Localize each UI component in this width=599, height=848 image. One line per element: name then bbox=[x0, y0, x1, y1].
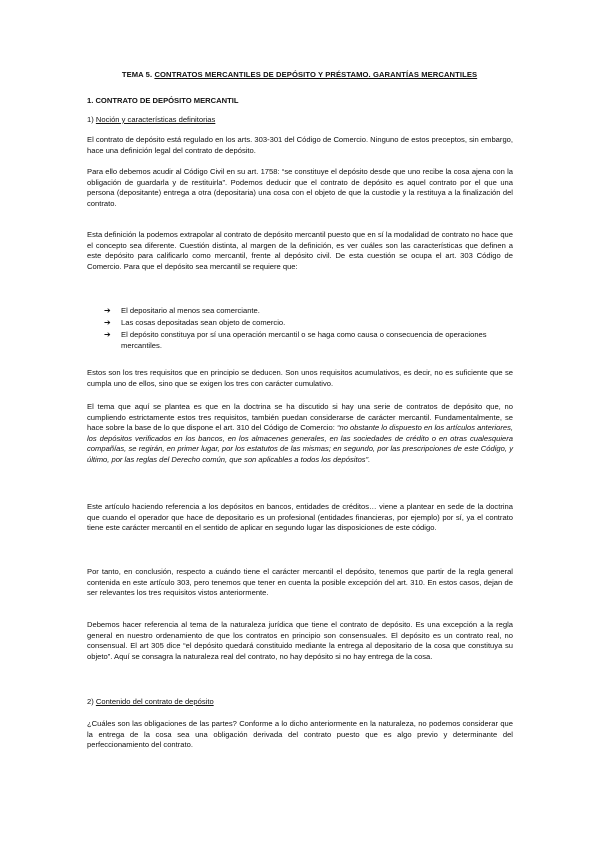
title-prefix: TEMA 5. bbox=[121, 70, 155, 79]
subsection-label: Contenido del contrato de depósito bbox=[95, 697, 214, 706]
legal-quote: “no obstante lo dispuesto en los artículos anteriores, los depósitos verificados en los bancos, en los almacenes generales, en las sociedades de crédito o en otras cualesquiera compañías, se regirán, en primer lugar, por los estatutos de las mismas; en segundo, por las prescripciones de este Código, y último, por las reglas del Derecho común, que son aplicables a todos los depósitos”. bbox=[87, 423, 513, 464]
list-item: ➔ El depositario al menos sea comerciante. bbox=[104, 306, 260, 315]
list-item: ➔ El depósito constituya por sí una operación mercantil o se haga como causa o consecuencia de operaciones mercantiles. bbox=[104, 330, 487, 350]
paragraph: Por tanto, en conclusión, respecto a cuándo tiene el carácter mercantil el depósito, tenemos que partir de la regla general contenida en este artículo 303, pero tenemos que tener en cuenta la posible excepción del art. 310. En estos casos, dejan de ser relevantes los tres requisitos vistos anteriormente. bbox=[87, 567, 513, 598]
subsection-number: 1) bbox=[87, 115, 96, 124]
document-title bbox=[0, 70, 599, 81]
subsection-label: Noción y características definitorias bbox=[95, 115, 216, 124]
subsection-heading-1 bbox=[87, 115, 215, 126]
title-main: CONTRATOS MERCANTILES DE DEPÓSITO Y PRÉSTAMO. GARANTÍAS MERCANTILES bbox=[154, 70, 478, 79]
paragraph bbox=[87, 402, 513, 466]
paragraph: Esta definición la podemos extrapolar al contrato de depósito mercantil puesto que en sí la modalidad de contrato no hace que el concepto sea diferente. Cuestión distinta, al margen de la definición, es ver cuáles son las características que definen a este depósito para calificarlo como mercantil, frente al depósito civil. De esta cuestión se ocupa el art. 303 Código de Comercio. Para que el depósito sea mercantil se requiere que: bbox=[87, 230, 513, 271]
list-item: ➔ Las cosas depositadas sean objeto de comercio. bbox=[104, 318, 286, 328]
paragraph: Este artículo haciendo referencia a los depósitos en bancos, entidades de créditos… viene a plantear en sede de la doctrina que cuando el operador que hace de depositario es un profesional (entidades financieras, por ejemplo) por sí, ya el contrato tiene este carácter mercantil en el sentido de aplicar en segundo lugar las disposiciones de este código. bbox=[87, 502, 513, 533]
arrow-icon: ➔ bbox=[104, 318, 111, 328]
paragraph: ¿Cuáles son las obligaciones de las partes? Conforme a lo dicho anteriormente en la naturaleza, no podemos considerar que la entrega de la cosa sea una obligación derivada del contrato puesto que es algo previo y determinante del perfeccionamiento del contrato. bbox=[87, 719, 513, 750]
section-heading-1: 1. CONTRATO DE DEPÓSITO MERCANTIL bbox=[87, 96, 239, 105]
subsection-heading-2 bbox=[87, 697, 214, 708]
subsection-number: 2) bbox=[87, 697, 96, 706]
arrow-icon: ➔ bbox=[104, 306, 111, 315]
paragraph: Para ello debemos acudir al Código Civil en su art. 1758: “se constituye el depósito desde que uno recibe la cosa ajena con la obligación de guardarla y de restituirla”. Podemos deducir que el contrato de depósito es aquel contrato por el que una persona (depositante) entrega a otra (depositaria) una cosa con el objeto de que la custodie y la restituya a la finalización del contrato. bbox=[87, 167, 513, 208]
arrow-icon: ➔ bbox=[104, 330, 111, 340]
requirements-list bbox=[104, 306, 514, 353]
paragraph: El contrato de depósito está regulado en los arts. 303-301 del Código de Comercio. Ninguno de estos preceptos, sin embargo, hace una definición legal del contrato de depósito. bbox=[87, 135, 513, 155]
paragraph: Debemos hacer referencia al tema de la naturaleza jurídica que tiene el contrato de depósito. Es una excepción a la regla general en nuestro ordenamiento de que los contratos en principio son consensuales. El depósito es un contrato real, no consensual. El art 305 dice “el depósito quedará constituido mediante la entrega al depositario de la cosa que constituya su objeto”. Aquí se consagra la naturaleza real del contrato, no hay depósito si no hay entrega de la cosa. bbox=[87, 620, 513, 661]
paragraph: Estos son los tres requisitos que en principio se deducen. Son unos requisitos acumulativos, es decir, no es suficiente que se cumpla uno de ellos, sino que se exigen los tres con carácter cumulativo. bbox=[87, 368, 513, 388]
paragraph-text: El tema que aquí se plantea es que en la doctrina se ha discutido si hay una serie de contratos de depósito que, no cumpliendo estrictamente estos tres requisitos, también puedan considerarse de carácter mercantil. Fundamentalmente, se hace sobre la base de lo que dispone el art. 310 del Código de Comercio: bbox=[87, 402, 513, 433]
